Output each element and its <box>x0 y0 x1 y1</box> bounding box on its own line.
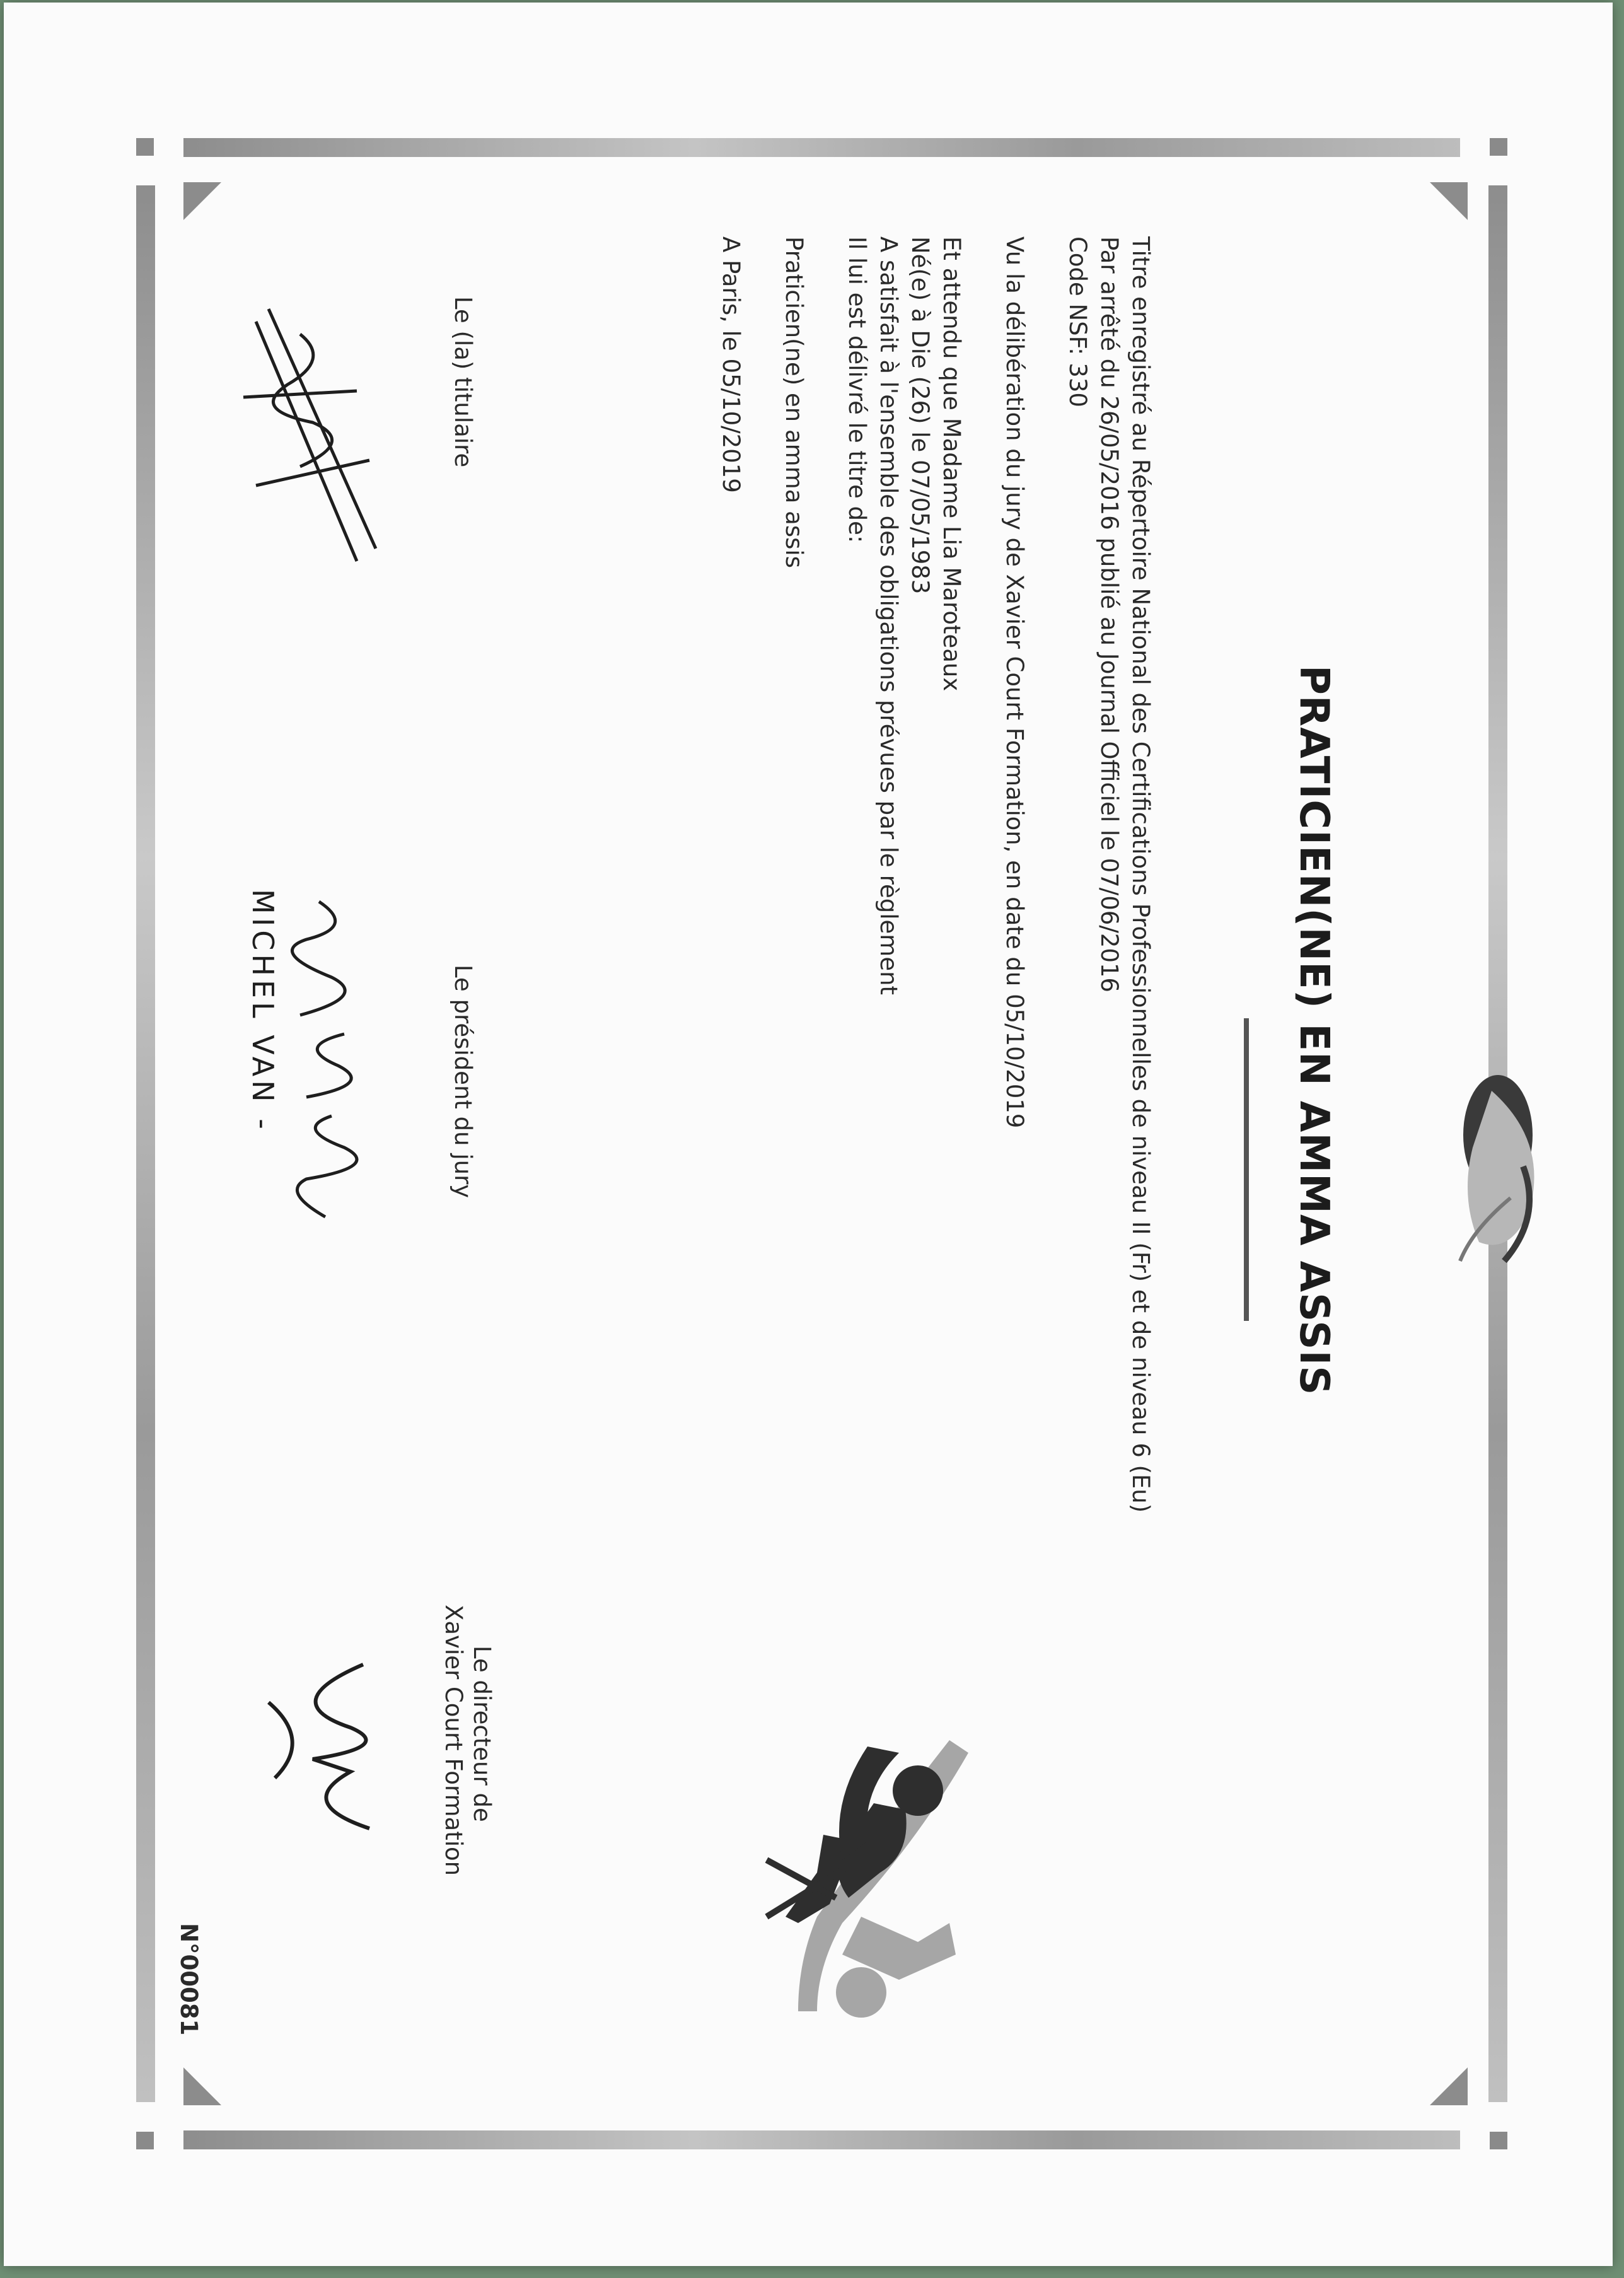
registration-line-2: Par arrêté du 26/05/2016 publié au Journal Officiel le 07/06/2016 <box>1096 236 1123 992</box>
recipient-birth: Né(e) à Die (26) le 07/05/1983 <box>907 236 934 595</box>
director-label-line-1: Le directeur de <box>468 1646 496 1822</box>
registration-code: Code NSF: 330 <box>1064 236 1091 407</box>
holder-label: Le (la) titulaire <box>450 296 477 468</box>
signature-holder <box>231 296 395 580</box>
signature-president-name-text: MICHEL VAN - <box>246 889 280 1133</box>
recipient-line-1: Et attendu que Madame Lia Maroteaux <box>938 236 965 692</box>
signature-director <box>262 1652 388 1841</box>
hands-massage-logo-icon <box>1441 1072 1586 1280</box>
place-and-date: A Paris, le 05/10/2019 <box>717 236 745 493</box>
recipient-line-3: A satisfait à l'ensemble des obligations prévues par le règlement <box>875 236 902 996</box>
seated-massage-figures-icon <box>704 1715 1006 2030</box>
title-divider <box>1244 1018 1249 1321</box>
registration-line-1: Titre enregistré au Répertoire National des Certifications Professionnelles de niveau II (Fr) et de niveau 6 (Eu) <box>1127 236 1154 1513</box>
certificate-title: PRATICIEN(NE) EN AMMA ASSIS <box>1290 665 1337 1396</box>
recipient-line-4: Il lui est délivré le titre de: <box>844 236 871 543</box>
president-label: Le président du jury <box>450 965 477 1199</box>
certificate-number: N°00081 <box>175 1923 202 2036</box>
deliberation-text: Vu la délibération du jury de Xavier Court Formation, en date du 05/10/2019 <box>1001 236 1028 1129</box>
director-label-line-2: Xavier Court Formation <box>440 1605 467 1876</box>
signature-president <box>231 889 395 1267</box>
awarded-title: Praticien(ne) en amma assis <box>780 236 808 568</box>
